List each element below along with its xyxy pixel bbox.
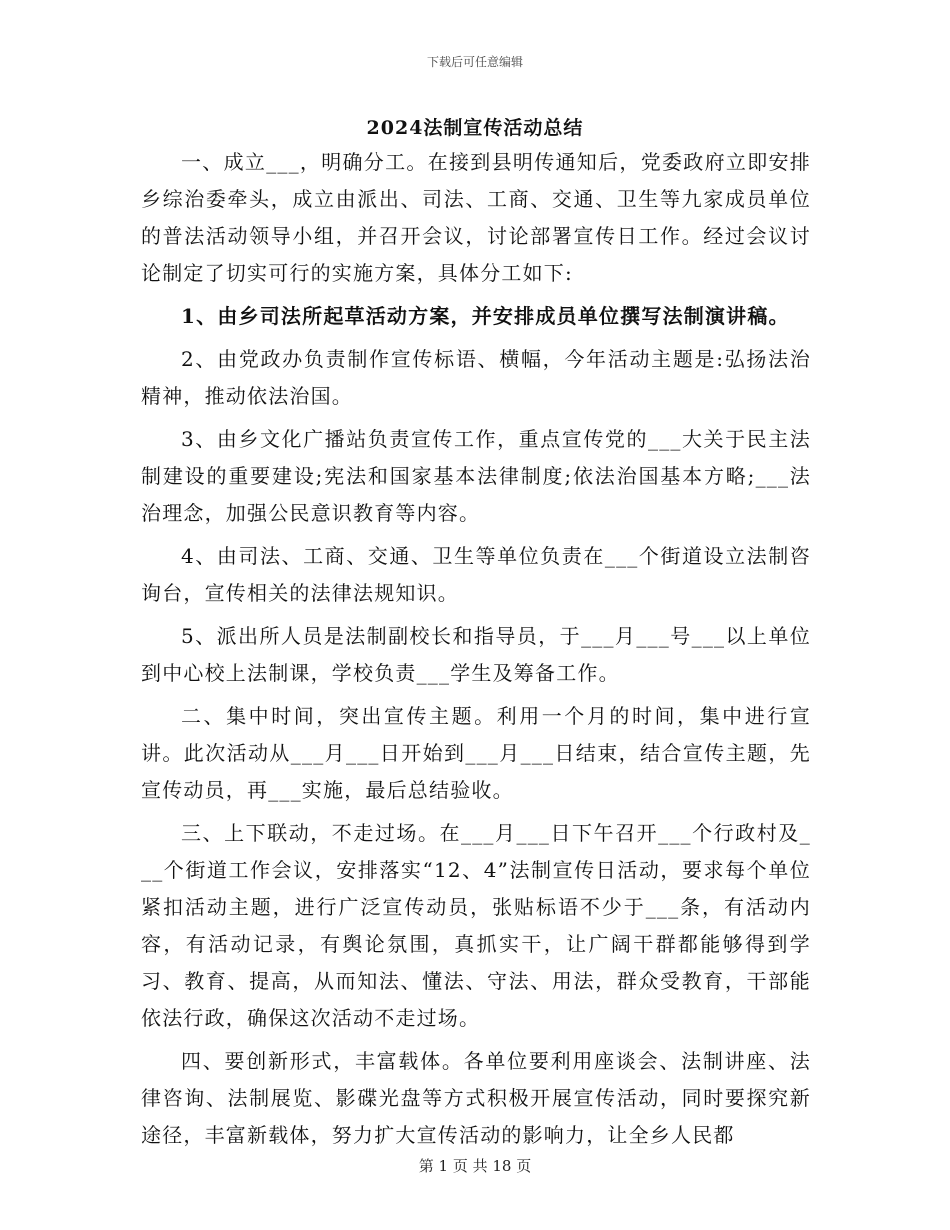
paragraph-item-2: 2、由党政办负责制作宣传标语、横幅，今年活动主题是:弘扬法治精神，推动依法治国。 (141, 347, 811, 408)
page-number-footer: 第 1 页 共 18 页 (418, 1157, 532, 1175)
paragraph-item-3: 3、由乡文化广播站负责宣传工作，重点宣传党的___大关于民主法制建设的重要建设;宪法和国家基本法律制度;依法治国基本方略;___法治理念，加强公民意识教育等内容。 (141, 427, 811, 525)
paragraph-section-2: 二、集中时间，突出宣传主题。利用一个月的时间，集中进行宣讲。此次活动从___月___日开始到___月___日结束，结合宣传主题，先宣传动员，再___实施，最后总结验收。 (141, 704, 811, 802)
document-body (141, 144, 811, 1160)
page-header-note: 下载后可任意编辑 (426, 55, 523, 69)
paragraph-section-3: 三、上下联动，不走过场。在___月___日下午召开___个行政村及___个街道工作会议，安排落实“12、4”法制宣传日活动，要求每个单位紧扣活动主题，进行广泛宣传动员，张贴标语不少于___条，有活动内容，有活动记录，有舆论氛围，真抓实干，让广阔干群都能够得到学习、教育、提高，从而知法、懂法、守法、用法，群众受教育，干部能依法行政，确保这次活动不走过场。 (141, 821, 811, 1030)
document-title: 2024法制宣传活动总结 (366, 117, 584, 139)
paragraph-section-4: 四、要创新形式，丰富载体。各单位要利用座谈会、法制讲座、法律咨询、法制展览、影碟光盘等方式积极开展宣传活动，同时要探究新途径，丰富新载体，努力扩大宣传活动的影响力，让全乡人民都 (141, 1049, 811, 1147)
paragraph-section-1: 一、成立___，明确分工。在接到县明传通知后，党委政府立即安排乡综治委牵头，成立由派出、司法、工商、交通、卫生等九家成员单位的普法活动领导小组，并召开会议，讨论部署宣传日工作。经过会议讨论制定了切实可行的实施方案，具体分工如下: (141, 150, 811, 285)
paragraph-item-4: 4、由司法、工商、交通、卫生等单位负责在___个街道设立法制咨询台，宣传相关的法律法规知识。 (141, 544, 811, 605)
paragraph-item-1: 1、由乡司法所起草活动方案，并安排成员单位撰写法制演讲稿。 (181, 304, 790, 328)
paragraph-item-5: 5、派出所人员是法制副校长和指导员，于___月___号___以上单位到中心校上法制课，学校负责___学生及筹备工作。 (141, 624, 811, 685)
